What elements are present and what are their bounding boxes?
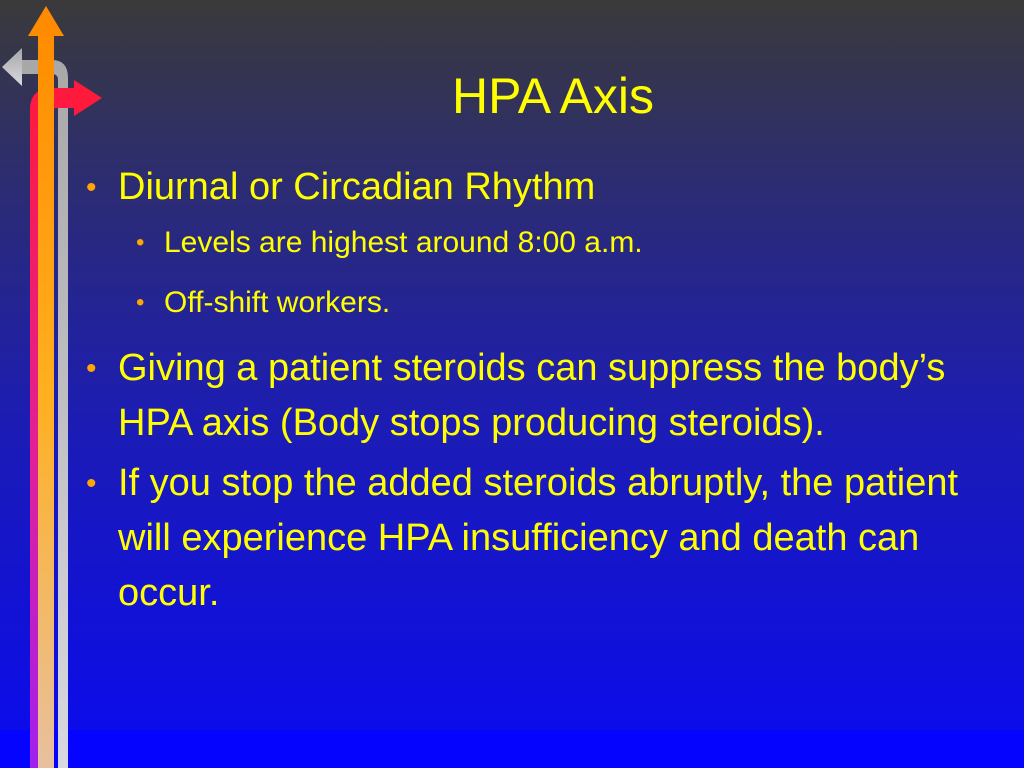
sub-bullet-item [80, 281, 1000, 324]
bullet-text: Giving a patient steroids can suppress the body’s HPA axis (Body stops producing steroids). [118, 347, 946, 444]
bullet-text: Off-shift workers. [164, 286, 391, 319]
bullet-icon: • [86, 352, 97, 385]
bullet-icon: • [86, 171, 97, 204]
sub-bullet-item [80, 221, 1000, 264]
bullet-item [80, 160, 1000, 215]
bottom-band [0, 730, 1024, 768]
bullet-icon: • [136, 289, 145, 316]
bullet-text: Diurnal or Circadian Rhythm [118, 166, 596, 208]
bullet-list [80, 160, 1000, 625]
bullet-item [80, 341, 1000, 451]
bullet-text: Levels are highest around 8:00 a.m. [164, 226, 643, 259]
bullet-icon: • [136, 229, 145, 256]
bullet-icon: • [86, 467, 97, 500]
bullet-text: If you stop the added steroids abruptly, the patient will experience HPA insufficiency and death can occur. [118, 462, 959, 614]
bullet-item [80, 456, 1000, 621]
slide-title: HPA Axis [452, 68, 654, 124]
